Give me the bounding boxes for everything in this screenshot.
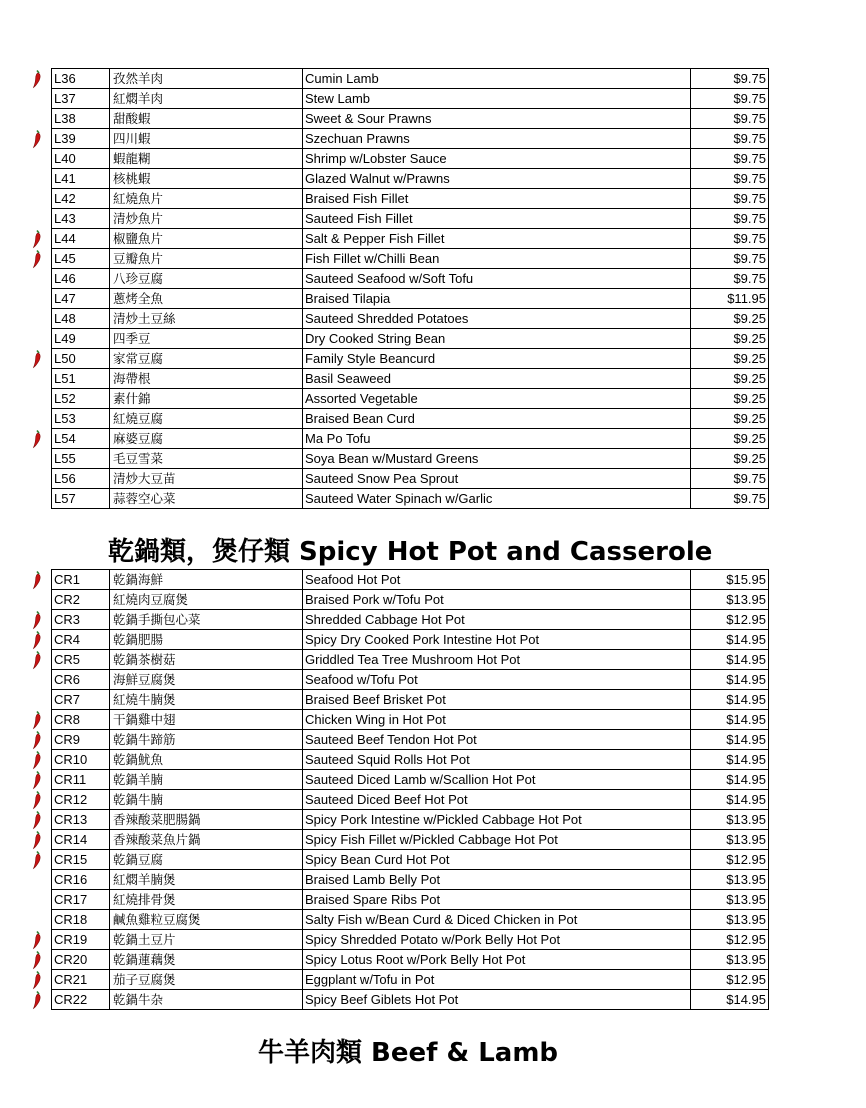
item-chinese-name: 干鍋雞中翅 [109,710,302,729]
menu-row [51,448,769,468]
item-english-name: Sauteed Water Spinach w/Garlic [302,489,690,508]
item-english-name: Braised Tilapia [302,289,690,308]
item-code: CR17 [54,892,88,907]
item-price: $13.95 [690,890,768,909]
item-code: L44 [54,231,76,246]
chili-pepper-icon [31,991,43,1009]
chili-pepper-icon [31,230,43,248]
item-english-name: Braised Fish Fillet [302,189,690,208]
item-english-name: Cumin Lamb [302,69,690,88]
item-english-name: Sauteed Diced Lamb w/Scallion Hot Pot [302,770,690,789]
menu-row [51,689,769,709]
item-english-name: Braised Bean Curd [302,409,690,428]
item-english-name: Szechuan Prawns [302,129,690,148]
item-price: $13.95 [690,870,768,889]
item-english-name: Fish Fillet w/Chilli Bean [302,249,690,268]
item-price: $9.75 [690,269,768,288]
chili-pepper-icon [31,571,43,589]
item-code: L37 [54,91,76,106]
item-chinese-name: 海鮮豆腐煲 [109,670,302,689]
item-chinese-name: 紅燜羊腩煲 [109,870,302,889]
item-chinese-name: 椒鹽魚片 [109,229,302,248]
item-english-name: Basil Seaweed [302,369,690,388]
item-code: L40 [54,151,76,166]
item-chinese-name: 乾鍋魷魚 [109,750,302,769]
item-price: $13.95 [690,950,768,969]
item-price: $9.75 [690,69,768,88]
item-code: L38 [54,111,76,126]
menu-row [51,408,769,428]
chili-pepper-icon [31,611,43,629]
item-code: CR21 [54,972,88,987]
item-chinese-name: 紅燒魚片 [109,189,302,208]
item-chinese-name: 香辣酸菜肥腸鍋 [109,810,302,829]
menu-row [51,228,769,248]
item-price: $9.25 [690,409,768,428]
item-chinese-name: 乾鍋羊腩 [109,770,302,789]
item-chinese-name: 乾鍋蓮藕煲 [109,950,302,969]
item-price: $13.95 [690,910,768,929]
item-price: $9.25 [690,389,768,408]
item-chinese-name: 紅燒肉豆腐煲 [109,590,302,609]
item-code: L55 [54,451,76,466]
menu-row [51,388,769,408]
item-code: CR9 [54,732,81,747]
item-code: L45 [54,251,76,266]
chili-pepper-icon [31,651,43,669]
item-english-name: Griddled Tea Tree Mushroom Hot Pot [302,650,690,669]
menu-row [51,328,769,348]
chili-pepper-icon [31,771,43,789]
item-price: $14.95 [690,650,768,669]
menu-row [51,168,769,188]
item-english-name: Spicy Lotus Root w/Pork Belly Hot Pot [302,950,690,969]
menu-row [51,789,769,809]
item-price: $14.95 [690,730,768,749]
item-price: $14.95 [690,630,768,649]
item-english-name: Sauteed Snow Pea Sprout [302,469,690,488]
item-price: $13.95 [690,590,768,609]
item-english-name: Family Style Beancurd [302,349,690,368]
chili-pepper-icon [31,430,43,448]
item-price: $14.95 [690,770,768,789]
item-price: $9.75 [690,89,768,108]
item-code: L54 [54,431,76,446]
item-price: $9.25 [690,429,768,448]
menu-row [51,889,769,909]
item-chinese-name: 紅燒排骨煲 [109,890,302,909]
item-code: CR3 [54,612,81,627]
item-chinese-name: 紅燜羊肉 [109,89,302,108]
item-chinese-name: 乾鍋肥腸 [109,630,302,649]
menu-row [51,649,769,669]
item-chinese-name: 茄子豆腐煲 [109,970,302,989]
item-chinese-name: 乾鍋豆腐 [109,850,302,869]
item-chinese-name: 香辣酸菜魚片鍋 [109,830,302,849]
item-price: $14.95 [690,990,768,1009]
item-code: CR14 [54,832,88,847]
section-title-hot-pot: 乾鍋類，煲仔類 Spicy Hot Pot and Casserole [108,537,713,567]
item-english-name: Braised Pork w/Tofu Pot [302,590,690,609]
item-chinese-name: 乾鍋手撕包心菜 [109,610,302,629]
item-chinese-name: 蝦龍糊 [109,149,302,168]
item-price: $9.25 [690,349,768,368]
chili-pepper-icon [31,851,43,869]
item-price: $11.95 [690,289,768,308]
item-english-name: Salt & Pepper Fish Fillet [302,229,690,248]
item-code: L51 [54,371,76,386]
chili-pepper-icon [31,250,43,268]
item-price: $13.95 [690,810,768,829]
menu-row [51,188,769,208]
chili-pepper-icon [31,711,43,729]
chili-pepper-icon [31,70,43,88]
item-code: L47 [54,291,76,306]
item-code: L42 [54,191,76,206]
item-english-name: Chicken Wing in Hot Pot [302,710,690,729]
item-chinese-name: 海帶根 [109,369,302,388]
item-code: L56 [54,471,76,486]
item-chinese-name: 四季豆 [109,329,302,348]
item-code: L36 [54,71,76,86]
item-price: $9.75 [690,109,768,128]
chili-pepper-icon [31,130,43,148]
item-code: CR11 [54,772,87,787]
item-english-name: Spicy Dry Cooked Pork Intestine Hot Pot [302,630,690,649]
menu-row [51,749,769,769]
item-code: CR22 [54,992,88,1007]
menu-row [51,348,769,368]
item-price: $12.95 [690,970,768,989]
item-chinese-name: 清炒魚片 [109,209,302,228]
chili-pepper-icon [31,731,43,749]
chili-pepper-icon [31,751,43,769]
item-price: $12.95 [690,930,768,949]
item-chinese-name: 鹹魚雞粒豆腐煲 [109,910,302,929]
menu-row [51,909,769,929]
item-code: CR6 [54,672,81,687]
item-chinese-name: 素什錦 [109,389,302,408]
chili-pepper-icon [31,811,43,829]
item-code: CR4 [54,632,81,647]
chili-pepper-icon [31,931,43,949]
item-chinese-name: 清炒大豆苗 [109,469,302,488]
item-chinese-name: 清炒土豆絲 [109,309,302,328]
item-english-name: Shredded Cabbage Hot Pot [302,610,690,629]
menu-row [51,869,769,889]
item-english-name: Assorted Vegetable [302,389,690,408]
item-price: $14.95 [690,710,768,729]
item-english-name: Spicy Fish Fillet w/Pickled Cabbage Hot Pot [302,830,690,849]
item-price: $12.95 [690,610,768,629]
item-chinese-name: 家常豆腐 [109,349,302,368]
item-code: CR7 [54,692,81,707]
item-chinese-name: 乾鍋土豆片 [109,930,302,949]
item-code: CR15 [54,852,88,867]
item-chinese-name: 麻婆豆腐 [109,429,302,448]
item-english-name: Seafood Hot Pot [302,570,690,589]
item-price: $15.95 [690,570,768,589]
menu-row [51,308,769,328]
item-english-name: Spicy Shredded Potato w/Pork Belly Hot Pot [302,930,690,949]
item-chinese-name: 乾鍋牛腩 [109,790,302,809]
menu-row [51,428,769,448]
menu-row [51,488,769,509]
menu-row [51,709,769,729]
item-price: $9.25 [690,369,768,388]
item-chinese-name: 甜酸蝦 [109,109,302,128]
item-code: CR18 [54,912,88,927]
item-price: $9.25 [690,329,768,348]
menu-row [51,128,769,148]
item-english-name: Spicy Bean Curd Hot Pot [302,850,690,869]
item-english-name: Seafood w/Tofu Pot [302,670,690,689]
menu-row [51,769,769,789]
menu-row [51,629,769,649]
item-chinese-name: 四川蝦 [109,129,302,148]
item-english-name: Spicy Beef Giblets Hot Pot [302,990,690,1009]
item-code: L48 [54,311,76,326]
item-code: CR12 [54,792,88,807]
item-english-name: Sauteed Squid Rolls Hot Pot [302,750,690,769]
menu-row [51,929,769,949]
item-chinese-name: 毛豆雪菜 [109,449,302,468]
item-code: CR16 [54,872,88,887]
item-price: $9.75 [690,249,768,268]
item-code: L39 [54,131,76,146]
item-price: $14.95 [690,690,768,709]
item-price: $9.75 [690,129,768,148]
item-english-name: Sauteed Seafood w/Soft Tofu [302,269,690,288]
item-chinese-name: 核桃蝦 [109,169,302,188]
chili-pepper-icon [31,631,43,649]
section-title-beef-lamb: 牛羊肉類 Beef & Lamb [258,1038,559,1068]
menu-row [51,148,769,168]
item-chinese-name: 蔥烤全魚 [109,289,302,308]
item-english-name: Sauteed Shredded Potatoes [302,309,690,328]
item-chinese-name: 紅燒豆腐 [109,409,302,428]
menu-row [51,589,769,609]
item-chinese-name: 孜然羊肉 [109,69,302,88]
menu-row [51,609,769,629]
item-code: CR13 [54,812,88,827]
item-code: L41 [54,171,76,186]
item-price: $9.75 [690,229,768,248]
menu-row [51,809,769,829]
item-code: CR20 [54,952,88,967]
item-price: $9.25 [690,449,768,468]
menu-row [51,248,769,268]
menu-row [51,288,769,308]
item-english-name: Sauteed Fish Fillet [302,209,690,228]
item-chinese-name: 蒜蓉空心菜 [109,489,302,508]
item-code: CR1 [54,572,81,587]
item-english-name: Braised Spare Ribs Pot [302,890,690,909]
item-english-name: Glazed Walnut w/Prawns [302,169,690,188]
menu-row [51,68,769,88]
item-code: CR19 [54,932,88,947]
item-price: $9.25 [690,309,768,328]
item-code: L46 [54,271,76,286]
item-chinese-name: 紅燒牛腩煲 [109,690,302,709]
menu-row [51,569,769,589]
menu-row [51,88,769,108]
item-chinese-name: 八珍豆腐 [109,269,302,288]
menu-row [51,669,769,689]
item-english-name: Ma Po Tofu [302,429,690,448]
menu-table-main-dishes [51,68,769,509]
menu-row [51,729,769,749]
item-english-name: Stew Lamb [302,89,690,108]
menu-row [51,208,769,228]
menu-row [51,829,769,849]
menu-row [51,468,769,488]
item-english-name: Dry Cooked String Bean [302,329,690,348]
item-code: L43 [54,211,76,226]
item-english-name: Braised Lamb Belly Pot [302,870,690,889]
chili-pepper-icon [31,971,43,989]
chili-pepper-icon [31,350,43,368]
item-code: CR5 [54,652,81,667]
item-price: $9.75 [690,469,768,488]
item-price: $9.75 [690,209,768,228]
item-english-name: Sauteed Diced Beef Hot Pot [302,790,690,809]
menu-row [51,268,769,288]
item-code: L52 [54,391,76,406]
menu-row [51,969,769,989]
item-code: CR2 [54,592,81,607]
item-chinese-name: 乾鍋牛杂 [109,990,302,1009]
item-english-name: Sauteed Beef Tendon Hot Pot [302,730,690,749]
item-english-name: Sweet & Sour Prawns [302,109,690,128]
item-price: $14.95 [690,750,768,769]
chili-pepper-icon [31,831,43,849]
item-price: $9.75 [690,169,768,188]
item-code: CR10 [54,752,88,767]
item-price: $14.95 [690,790,768,809]
menu-row [51,368,769,388]
item-price: $9.75 [690,189,768,208]
chili-pepper-icon [31,951,43,969]
item-english-name: Braised Beef Brisket Pot [302,690,690,709]
item-chinese-name: 乾鍋海鮮 [109,570,302,589]
item-price: $9.75 [690,149,768,168]
item-code: CR8 [54,712,81,727]
item-english-name: Spicy Pork Intestine w/Pickled Cabbage Hot Pot [302,810,690,829]
menu-row [51,989,769,1010]
menu-row [51,108,769,128]
item-chinese-name: 乾鍋茶樹菇 [109,650,302,669]
menu-row [51,949,769,969]
item-code: L53 [54,411,76,426]
item-code: L50 [54,351,76,366]
item-price: $9.75 [690,489,768,508]
item-code: L49 [54,331,76,346]
item-english-name: Eggplant w/Tofu in Pot [302,970,690,989]
item-english-name: Soya Bean w/Mustard Greens [302,449,690,468]
item-chinese-name: 乾鍋牛蹄筋 [109,730,302,749]
menu-table-hot-pot [51,569,769,1010]
item-code: L57 [54,491,76,506]
item-price: $14.95 [690,670,768,689]
item-price: $13.95 [690,830,768,849]
item-chinese-name: 豆瓣魚片 [109,249,302,268]
menu-row [51,849,769,869]
item-price: $12.95 [690,850,768,869]
item-english-name: Shrimp w/Lobster Sauce [302,149,690,168]
item-english-name: Salty Fish w/Bean Curd & Diced Chicken in Pot [302,910,690,929]
chili-pepper-icon [31,791,43,809]
